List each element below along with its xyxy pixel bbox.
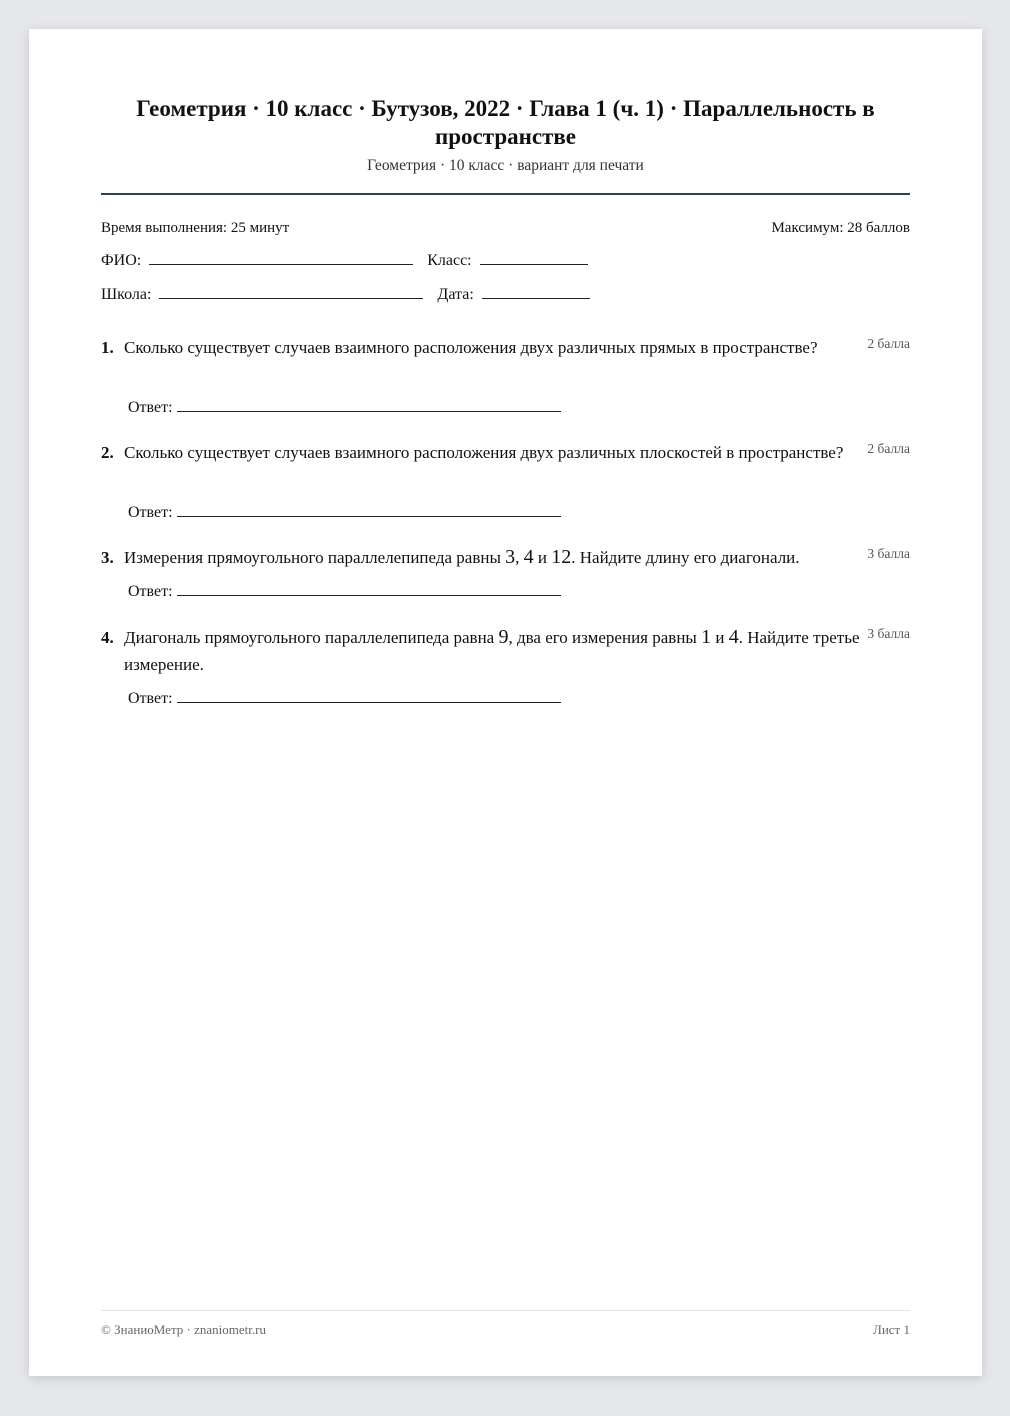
math-value: 9 [498, 626, 509, 648]
answer-label: Ответ: [128, 690, 173, 707]
question-text: Диагональ прямоугольного параллелепипеда равна 9, два его измерения равны 1 и 4. Найдите третье измерение. [124, 626, 860, 674]
answer-field-3[interactable] [177, 594, 561, 596]
footer-copyright: © ЗнаниоМетр · znaniometr.ru [101, 1322, 266, 1337]
class-field[interactable] [480, 263, 588, 265]
question-number: 1. [101, 338, 114, 357]
question-text: Сколько существует случаев взаимного расположения двух различных прямых в пространстве? [124, 338, 818, 357]
question-text: Измерения прямоугольного параллелепипеда равны 3, 4 и 12. Найдите длину его диагонали. [124, 546, 800, 568]
answer-label: Ответ: [128, 399, 173, 416]
question-number: 2. [101, 443, 114, 462]
fio-label: ФИО: [101, 252, 142, 269]
question-text: Сколько существует случаев взаимного расположения двух различных плоскостей в пространстве? [124, 443, 844, 462]
school-label: Школа: [101, 286, 152, 303]
worksheet-page [29, 29, 982, 1376]
header-divider [101, 193, 910, 195]
answer-row-3 [128, 583, 561, 601]
school-field[interactable] [159, 297, 423, 299]
answer-label: Ответ: [128, 583, 173, 600]
page-subtitle: Геометрия · 10 класс · вариант для печати [367, 157, 644, 174]
time-limit: Время выполнения: 25 минут [101, 220, 290, 236]
math-value: 1 [701, 626, 712, 648]
question-number: 4. [101, 628, 114, 647]
school-info-row [101, 286, 590, 304]
max-score: Максимум: 28 баллов [771, 220, 910, 236]
class-label: Класс: [427, 252, 472, 269]
math-value: 3 [505, 546, 516, 568]
math-value: 4 [523, 546, 534, 568]
question-points: 2 балла [867, 336, 910, 351]
math-value: 4 [728, 626, 739, 648]
footer-sheet-number: Лист 1 [873, 1322, 910, 1337]
student-info-row [101, 252, 588, 270]
question-points: 2 балла [867, 441, 910, 456]
answer-row-1 [128, 399, 561, 417]
fio-field[interactable] [149, 263, 413, 265]
date-field[interactable] [482, 297, 590, 299]
question-number: 3. [101, 548, 114, 567]
answer-field-2[interactable] [177, 515, 561, 517]
answer-label: Ответ: [128, 504, 173, 521]
date-label: Дата: [437, 286, 474, 303]
answer-field-4[interactable] [177, 701, 561, 703]
math-value: 12 [551, 546, 572, 568]
question-points: 3 балла [867, 546, 910, 561]
page-title: Геометрия · 10 класс · Бутузов, 2022 · Глава 1 (ч. 1) · Параллельность в пространстве [136, 96, 875, 149]
answer-row-4 [128, 690, 561, 708]
answer-field-1[interactable] [177, 410, 561, 412]
question-points: 3 балла [867, 626, 910, 641]
page-content [101, 29, 910, 1376]
answer-row-2 [128, 504, 561, 522]
footer-divider [101, 1310, 910, 1311]
